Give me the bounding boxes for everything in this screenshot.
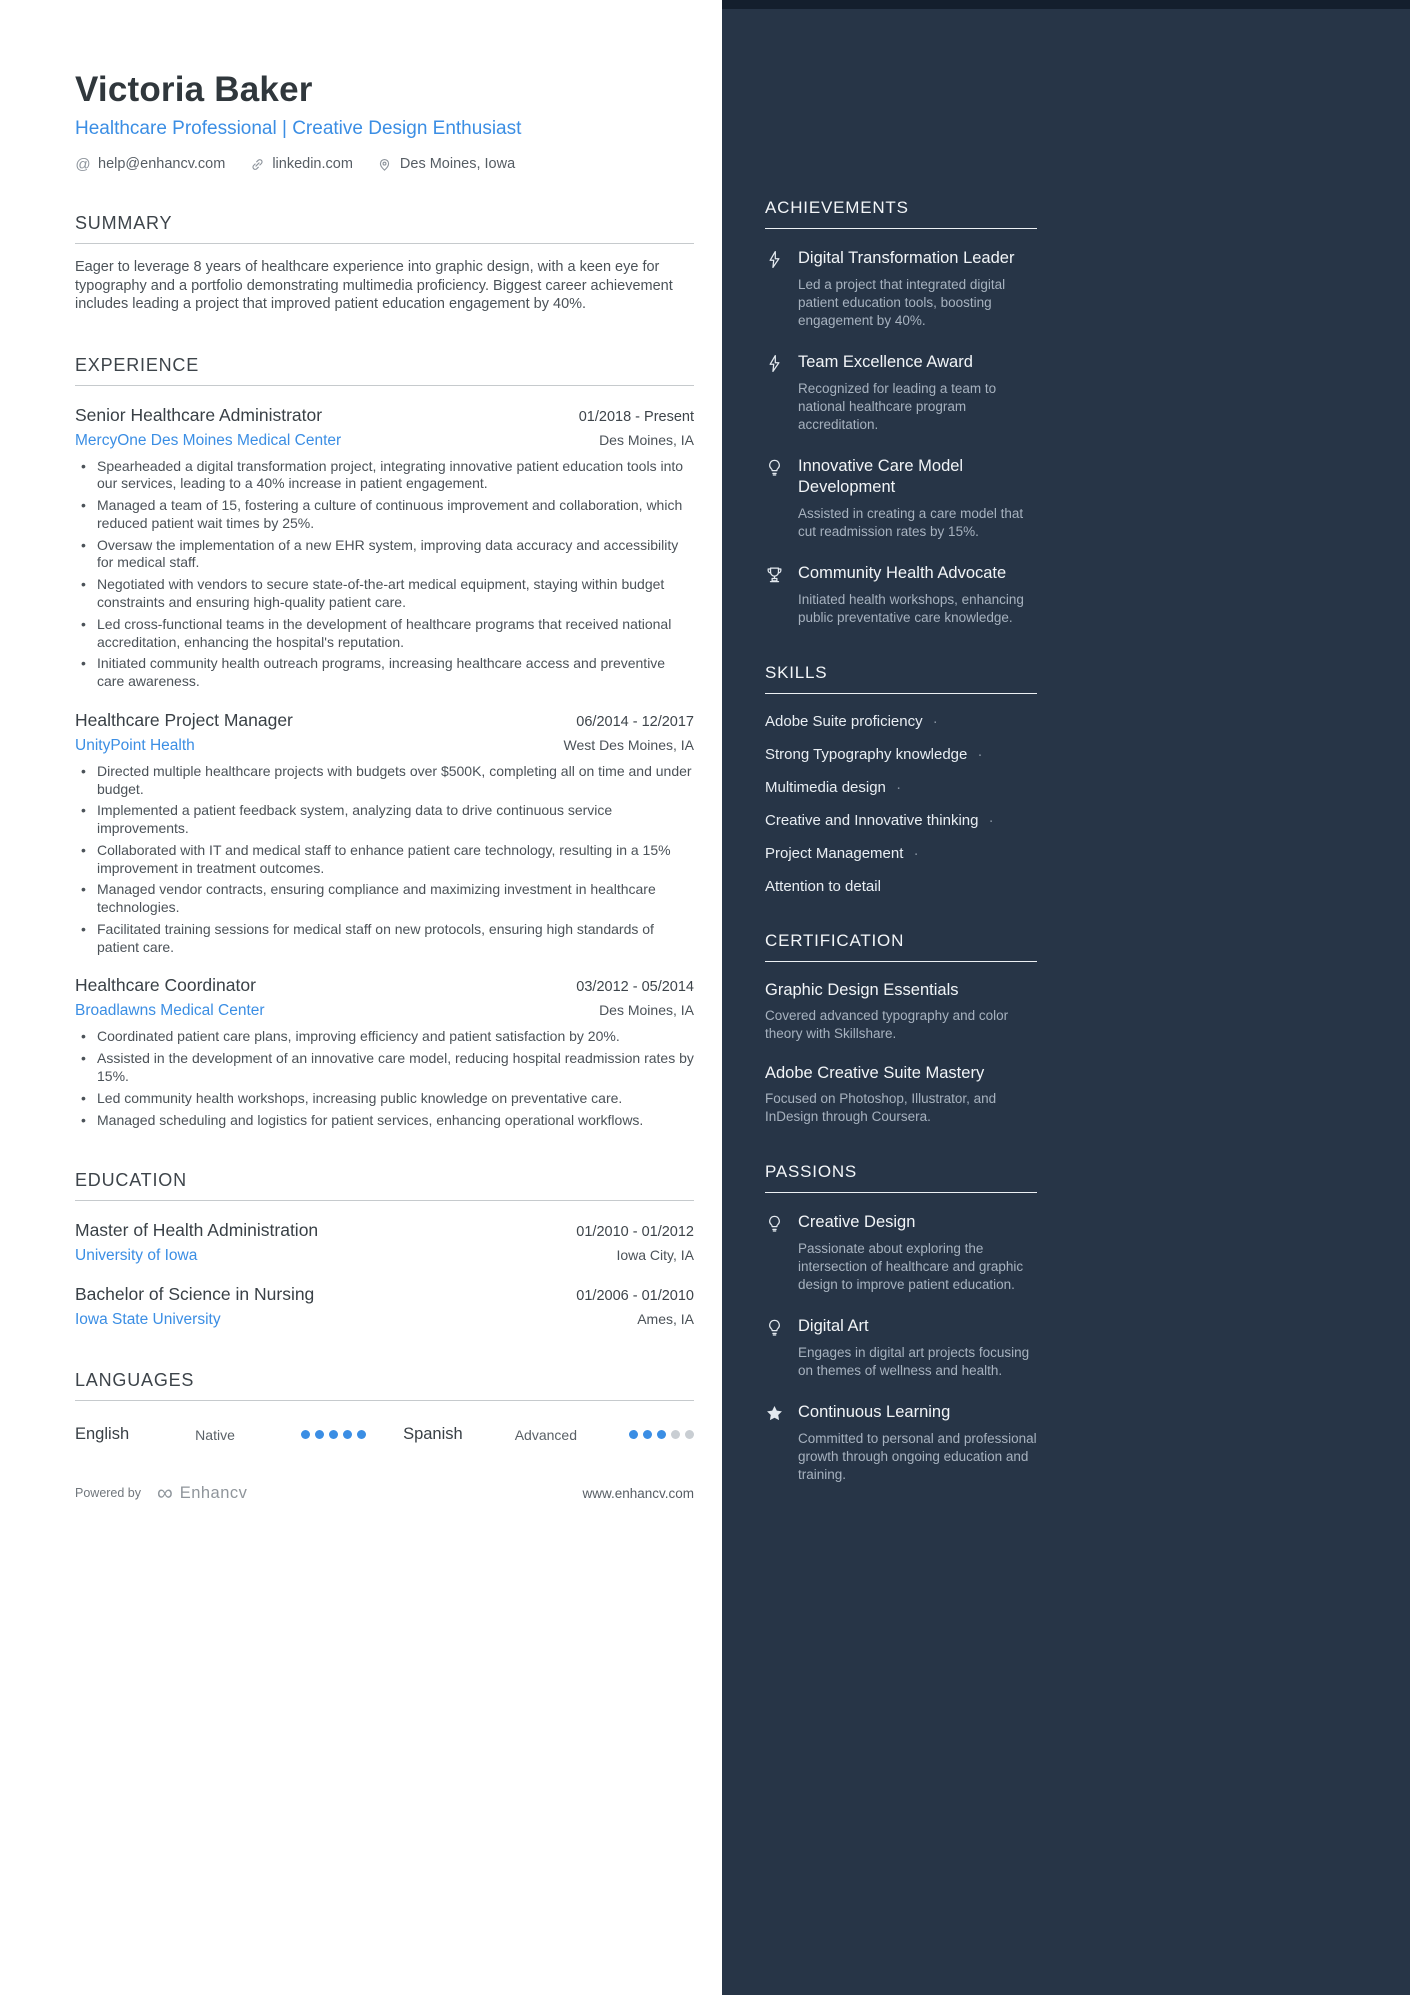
education-entry [75, 1284, 694, 1329]
experience-section [75, 355, 694, 1130]
achievement-item [765, 563, 1037, 627]
passion-title: Digital Art [798, 1316, 869, 1335]
skill-label: Multimedia design [765, 779, 886, 797]
skill-label: Attention to detail [765, 878, 881, 896]
job-bullet: • Led community health workshops, increasing public knowledge on preventative care. [75, 1090, 694, 1108]
skill-label: Creative and Innovative thinking [765, 812, 979, 830]
passion-text: Passionate about exploring the intersection of healthcare and graphic design to improve patient education. [798, 1241, 1024, 1292]
job-company-row [75, 432, 694, 450]
job-title-row [75, 405, 694, 426]
skill-label: Adobe Suite proficiency [765, 713, 923, 731]
sidebar [722, 0, 1410, 1995]
certification-item [765, 1064, 1037, 1126]
pin-icon [377, 156, 393, 172]
skill-item [765, 845, 1037, 862]
education-school-link[interactable]: University of Iowa [75, 1247, 198, 1265]
education-location: Iowa City, IA [616, 1247, 694, 1264]
skill-list [765, 713, 1037, 895]
achievement-text: Assisted in creating a care model that cut readmission rates by 15%. [798, 506, 1024, 540]
summary-heading: SUMMARY [75, 213, 694, 244]
sidebar-content [765, 0, 1037, 1484]
passion-body [798, 1316, 1037, 1380]
passion-title: Creative Design [798, 1212, 916, 1231]
skill-separator: · [988, 812, 994, 830]
sidebar-top-strip [722, 0, 1410, 9]
job-bullet: • Spearheaded a digital transformation project, integrating innovative patient education tools into our services, leading to a 40% increase in patient engagement. [75, 458, 694, 494]
achievement-text: Recognized for leading a team to national healthcare program accreditation. [798, 381, 997, 432]
skill-item [765, 746, 1037, 763]
certification-title: Adobe Creative Suite Mastery [765, 1063, 985, 1082]
job-title: Senior Healthcare Administrator [75, 404, 323, 425]
job-bullet: • Collaborated with IT and medical staff to enhance patient care technology, resulting in a 15% improvement in treatment outcomes. [75, 842, 694, 878]
certification-text: Focused on Photoshop, Illustrator, and InDesign through Coursera. [765, 1090, 997, 1124]
person-name: Victoria Baker [75, 70, 313, 109]
job-bullets [75, 763, 694, 957]
education-heading: EDUCATION [75, 1170, 694, 1201]
enhancv-logo-icon: ∞ [157, 1480, 173, 1505]
job-bullet: • Initiated community health outreach programs, increasing healthcare access and preventive care awareness. [75, 655, 694, 691]
skill-separator: · [913, 845, 919, 863]
language-rating [301, 1430, 366, 1439]
headline: Healthcare Professional | Creative Design Enthusiast [75, 118, 522, 139]
rating-dot [685, 1430, 694, 1439]
bulb-icon [765, 1214, 785, 1233]
rating-dot [315, 1430, 324, 1439]
language-name: Spanish [403, 1425, 463, 1444]
passion-text: Committed to personal and professional growth through ongoing education and training. [798, 1430, 1037, 1482]
job-entry [75, 405, 694, 691]
job-bullets [75, 458, 694, 691]
job-location: West Des Moines, IA [563, 736, 694, 753]
contact-item[interactable] [249, 156, 353, 172]
job-bullet: • Facilitated training sessions for medical staff on new protocols, ensuring high standards of patient care. [75, 921, 694, 957]
achievement-body [798, 563, 1037, 627]
certification-text: Covered advanced typography and color theory with Skillshare. [765, 1008, 1009, 1042]
achievement-item [765, 456, 1037, 541]
footer-url[interactable]: www.enhancv.com [582, 1485, 694, 1501]
achievement-list [765, 248, 1037, 627]
education-dates: 01/2006 - 01/2010 [576, 1288, 694, 1305]
job-bullet: • Coordinated patient care plans, improving efficiency and patient satisfaction by 20%. [75, 1028, 694, 1046]
language-rating [629, 1430, 694, 1439]
bolt-icon [765, 250, 785, 269]
languages-section [75, 1370, 694, 1444]
job-dates: 03/2012 - 05/2014 [576, 979, 694, 996]
link-icon [249, 156, 265, 172]
job-company-row [75, 737, 694, 755]
powered-by-label: Powered by [75, 1486, 142, 1500]
passions-section [765, 1162, 1037, 1484]
job-bullet: • Managed scheduling and logistics for patient services, enhancing operational workflows. [75, 1112, 694, 1130]
education-degree-row [75, 1220, 694, 1241]
passion-body [798, 1212, 1037, 1294]
education-school-row [75, 1311, 694, 1329]
certification-heading: CERTIFICATION [765, 931, 1037, 962]
footer [75, 1482, 694, 1504]
job-bullet: • Led cross-functional teams in the development of healthcare programs that received national accreditation, enhancing the hospital's reputation. [75, 616, 694, 652]
experience-heading: EXPERIENCE [75, 355, 694, 386]
contact-row [75, 156, 694, 172]
star-icon [765, 1404, 785, 1423]
rating-dot [657, 1430, 666, 1439]
bulb-icon [765, 1318, 785, 1337]
achievement-body [798, 352, 1037, 434]
contact-label: linkedin.com [272, 156, 353, 172]
language-level: Native [195, 1426, 235, 1443]
rating-dot [643, 1430, 652, 1439]
job-bullet: • Implemented a patient feedback system, analyzing data to drive continuous service improvements. [75, 802, 694, 838]
language-name: English [75, 1425, 130, 1444]
achievement-title: Community Health Advocate [798, 564, 1007, 583]
job-company-link[interactable]: MercyOne Des Moines Medical Center [75, 431, 342, 449]
language-level: Advanced [514, 1426, 577, 1443]
enhancv-logo[interactable] [157, 1482, 247, 1504]
passion-list [765, 1212, 1037, 1484]
job-bullet: • Negotiated with vendors to secure state-of-the-art medical equipment, staying within budget constraints and ensuring high-quality patient care. [75, 576, 694, 612]
achievement-text: Initiated health workshops, enhancing public preventative care knowledge. [798, 592, 1024, 626]
job-bullet: • Directed multiple healthcare projects with budgets over $500K, completing all on time and under budget. [75, 763, 694, 799]
achievement-title: Innovative Care Model Development [798, 456, 964, 497]
education-location: Ames, IA [637, 1311, 694, 1328]
language-entry [75, 1425, 366, 1444]
enhancv-brand-label: Enhancv [179, 1483, 248, 1502]
skills-heading: SKILLS [765, 663, 1037, 694]
job-list [75, 405, 694, 1130]
rating-dot [343, 1430, 352, 1439]
skill-item [765, 878, 1037, 895]
skill-item [765, 713, 1037, 730]
skill-label: Strong Typography knowledge [765, 746, 968, 764]
education-dates: 01/2010 - 01/2012 [576, 1224, 694, 1241]
education-section [75, 1170, 694, 1329]
job-bullets [75, 1028, 694, 1129]
passion-item [765, 1402, 1037, 1484]
job-bullet: • Oversaw the implementation of a new EHR system, improving data accuracy and accessibility for medical staff. [75, 537, 694, 573]
job-entry [75, 710, 694, 957]
passion-text: Engages in digital art projects focusing on themes of wellness and health. [798, 1344, 1030, 1378]
header [75, 70, 694, 172]
job-bullet: • Managed vendor contracts, ensuring compliance and maximizing investment in healthcare technologies. [75, 881, 694, 917]
job-dates: 01/2018 - Present [578, 408, 694, 425]
job-dates: 06/2014 - 12/2017 [576, 713, 694, 730]
job-title-row [75, 975, 694, 996]
achievement-item [765, 248, 1037, 330]
job-location: Des Moines, IA [599, 431, 694, 448]
education-degree: Master of Health Administration [75, 1220, 319, 1241]
summary-text: Eager to leverage 8 years of healthcare experience into graphic design, with a keen eye for typography and a portfolio demonstrating multimedia proficiency. Biggest career achievement includes leading a project that improved patient education engagement by 40%. [75, 259, 673, 313]
achievement-title: Digital Transformation Leader [798, 249, 1015, 267]
rating-dot [629, 1430, 638, 1439]
contact-label: help@enhancv.com [98, 156, 226, 172]
achievement-body [798, 248, 1037, 330]
certification-list [765, 981, 1037, 1126]
achievement-text: Led a project that integrated digital patient education tools, boosting engagement by 40%. [798, 277, 1006, 329]
passion-item [765, 1316, 1037, 1380]
skill-item [765, 812, 1037, 829]
passion-item [765, 1212, 1037, 1294]
job-entry [75, 975, 694, 1129]
rating-dot [301, 1430, 310, 1439]
achievements-section [765, 198, 1037, 627]
contact-item[interactable] [75, 156, 225, 172]
skill-separator: · [932, 713, 938, 731]
achievement-title: Team Excellence Award [798, 352, 973, 371]
skill-separator: · [977, 746, 983, 764]
skill-item [765, 779, 1037, 796]
certification-item [765, 981, 1037, 1043]
bolt-icon [765, 354, 785, 373]
bulb-icon [765, 458, 785, 477]
education-school-row [75, 1247, 694, 1265]
rating-dot [357, 1430, 366, 1439]
summary-section [75, 213, 694, 314]
language-list [75, 1425, 694, 1444]
languages-heading: LANGUAGES [75, 1370, 694, 1401]
passion-body [798, 1402, 1037, 1484]
certification-section [765, 931, 1037, 1126]
certification-title: Graphic Design Essentials [765, 981, 959, 1000]
skill-label: Project Management [765, 845, 904, 863]
language-entry [403, 1425, 694, 1444]
trophy-icon [765, 565, 785, 584]
job-bullet: • Assisted in the development of an innovative care model, reducing hospital readmission rates by 15%. [75, 1050, 694, 1086]
education-degree-row [75, 1284, 694, 1305]
education-entry [75, 1220, 694, 1265]
passions-heading: PASSIONS [765, 1162, 1037, 1193]
skills-section [765, 663, 1037, 895]
rating-dot [329, 1430, 338, 1439]
job-title: Healthcare Coordinator [75, 975, 256, 996]
achievement-item [765, 352, 1037, 434]
at-icon: @ [75, 155, 91, 173]
passion-title: Continuous Learning [798, 1402, 951, 1421]
job-company-link[interactable]: Broadlawns Medical Center [75, 1002, 265, 1020]
achievement-body [798, 456, 1037, 541]
contact-item[interactable] [377, 156, 515, 172]
job-title: Healthcare Project Manager [75, 709, 293, 730]
job-title-row [75, 710, 694, 731]
achievements-heading: ACHIEVEMENTS [765, 198, 1037, 229]
job-location: Des Moines, IA [599, 1002, 694, 1019]
skill-separator: · [896, 779, 902, 797]
job-bullet: • Managed a team of 15, fostering a culture of continuous improvement and collaboration, which reduced patient wait times by 25%. [75, 497, 694, 533]
education-degree: Bachelor of Science in Nursing [75, 1284, 315, 1305]
contact-label: Des Moines, Iowa [399, 156, 516, 172]
job-company-link[interactable]: UnityPoint Health [75, 736, 195, 754]
education-school-link[interactable]: Iowa State University [75, 1311, 221, 1329]
rating-dot [671, 1430, 680, 1439]
education-list [75, 1220, 694, 1329]
job-company-row [75, 1002, 694, 1020]
